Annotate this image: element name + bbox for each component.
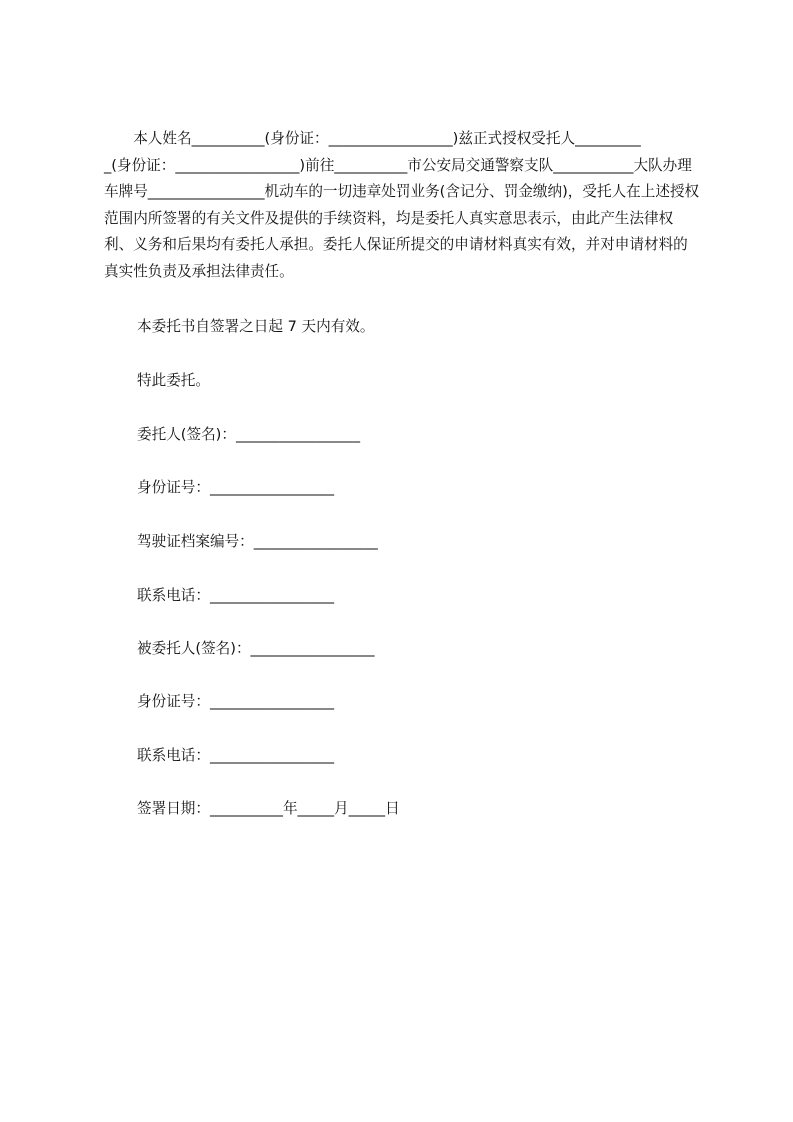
principal-signature-field: 委托人(签名)：_________________	[137, 426, 360, 443]
principal-phone-field: 联系电话：_________________	[137, 587, 335, 604]
agent-id-field: 身份证号：_________________	[137, 693, 335, 710]
authorization-paragraph: 本人姓名__________(身份证：_________________)兹正式授权受托人_________ _(身份证：_________________)前往__________市公安局交通警察支队___________大队办理车牌号________________机动车的一切违章处罚业务(含记分、罚金缴纳)，受托人在上述授权范围内所签署的有关文件及提供的手续资料，均是委托人真实意思表示，由此产生法律权利、义务和后果均有委托人承担。委托人保证所提交的申请材料真实有效，并对申请材料的真实性负责及承担法律责任。	[104, 130, 700, 280]
license-file-number-field: 驾驶证档案编号：_________________	[137, 533, 378, 550]
validity-statement: 本委托书自签署之日起 7 天内有效。	[137, 318, 375, 335]
agent-signature-field: 被委托人(签名)：_________________	[137, 640, 375, 657]
principal-id-field: 身份证号：_________________	[137, 479, 335, 496]
signing-date-field: 签署日期：__________年_____月_____日	[137, 800, 400, 817]
hereby-statement: 特此委托。	[137, 372, 210, 389]
agent-phone-field: 联系电话：_________________	[137, 747, 335, 764]
